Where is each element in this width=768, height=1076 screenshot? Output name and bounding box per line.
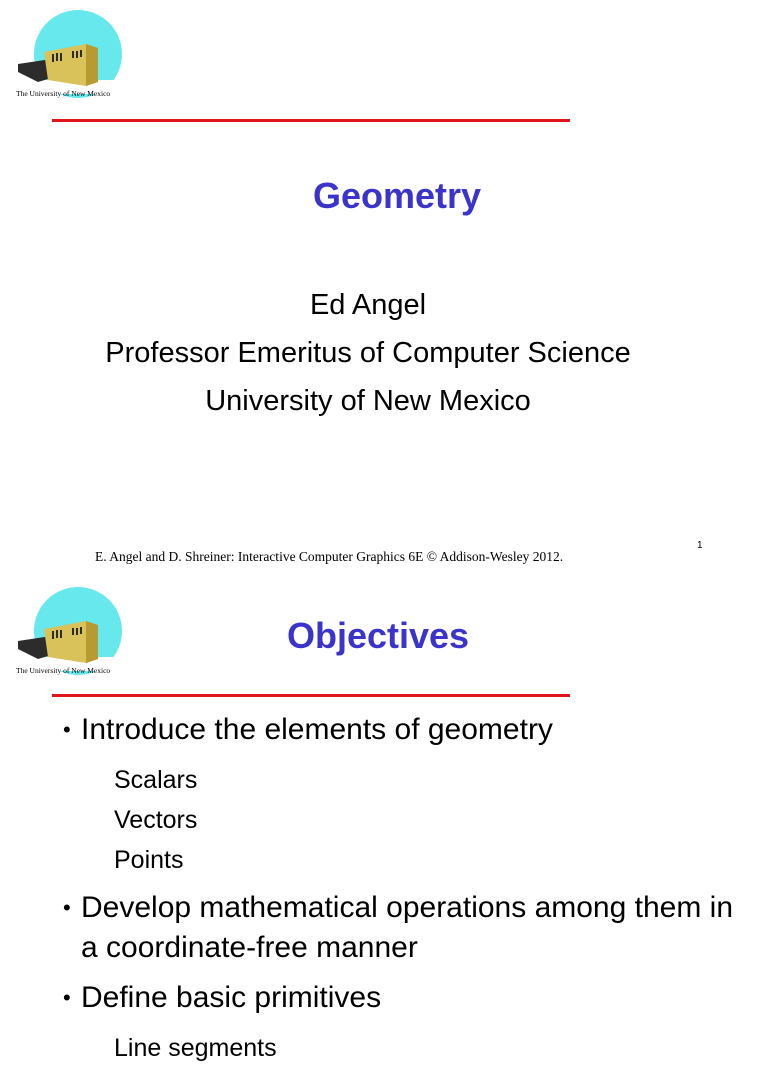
bullet-item [63, 888, 753, 968]
title-rule [52, 119, 570, 122]
sub-item: Vectors [114, 806, 198, 834]
logo-caption: The University of New Mexico [16, 666, 111, 675]
title-rule [52, 694, 570, 697]
pueblo-building-icon [14, 18, 126, 90]
logo-caption: The University of New Mexico [16, 89, 111, 98]
slide-title: Objectives [286, 615, 470, 656]
sub-item: Scalars [114, 766, 198, 794]
bullet-text: Introduce the elements of geometry [81, 713, 553, 746]
bullet-icon: • [63, 895, 71, 920]
sub-item: Line segments [114, 1034, 277, 1062]
sub-list [114, 760, 753, 880]
unm-logo [14, 18, 126, 100]
author-institution: University of New Mexico [205, 385, 531, 417]
bullet-icon: • [63, 985, 71, 1010]
author-block [0, 281, 736, 425]
bullet-item [63, 710, 753, 750]
sub-item: Points [114, 846, 184, 874]
bullet-text: Define basic primitives [81, 981, 382, 1014]
slide-title: Geometry [312, 175, 482, 216]
bullet-item [63, 978, 753, 1018]
sub-list [114, 1028, 753, 1068]
slide-footer: E. Angel and D. Shreiner: Interactive Computer Graphics 6E © Addison-Wesley 2012. [95, 549, 564, 564]
author-position: Professor Emeritus of Computer Science [105, 337, 631, 369]
objectives-slide [0, 580, 768, 1062]
bullet-icon: • [63, 717, 71, 742]
page-number: 1 [697, 540, 703, 551]
author-name: Ed Angel [309, 289, 427, 321]
bullet-text: Develop mathematical operations among them in a coordinate-free manner [81, 891, 734, 964]
bullet-list [63, 710, 753, 1076]
